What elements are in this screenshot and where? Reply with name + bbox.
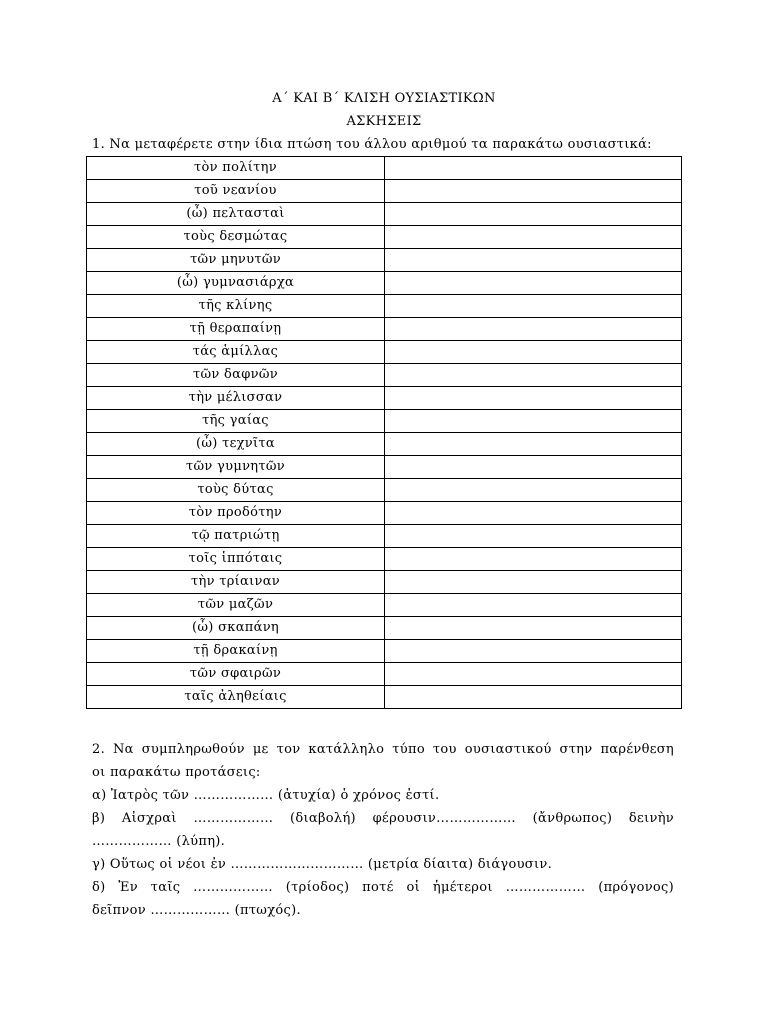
exercise2-instruction-line2: οι παρακάτω προτάσεις: xyxy=(92,765,261,780)
answer-cell[interactable] xyxy=(385,226,682,249)
answer-cell[interactable] xyxy=(385,617,682,640)
page-title: Α΄ ΚΑΙ Β΄ ΚΛΙΣΗ ΟΥΣΙΑΣΤΙΚΩΝ xyxy=(272,91,496,106)
word-cell: τὴν μέλισσαν xyxy=(87,387,385,410)
table-row xyxy=(87,157,682,180)
table-row xyxy=(87,226,682,249)
word-cell: τῶν σφαιρῶν xyxy=(87,663,385,686)
table-row xyxy=(87,594,682,617)
word-cell: τὸν πολίτην xyxy=(87,157,385,180)
table-row xyxy=(87,249,682,272)
table-row xyxy=(87,433,682,456)
word-cell: τοὺς δύτας xyxy=(87,479,385,502)
sentence-d-line2: δεῖπνον ……………… (πτωχός). xyxy=(92,903,301,918)
answer-cell[interactable] xyxy=(385,548,682,571)
answer-cell[interactable] xyxy=(385,456,682,479)
exercise2 xyxy=(92,738,674,922)
answer-cell[interactable] xyxy=(385,502,682,525)
word-cell: τὸν προδότην xyxy=(87,502,385,525)
exercise1-table-body xyxy=(87,157,682,709)
sentence-a: α) Ἰατρὸς τῶν ……………… (ἀτυχία) ὁ χρόνος ἐστί. xyxy=(92,788,440,803)
answer-cell[interactable] xyxy=(385,157,682,180)
word-cell: τῆς γαίας xyxy=(87,410,385,433)
page-subtitle: ΑΣΚΗΣΕΙΣ xyxy=(346,114,422,129)
table-row xyxy=(87,180,682,203)
word-cell: τῶν γυμνητῶν xyxy=(87,456,385,479)
answer-cell[interactable] xyxy=(385,479,682,502)
word-cell: τῶν δαφνῶν xyxy=(87,364,385,387)
word-cell: (ὦ) τεχνῖτα xyxy=(87,433,385,456)
word-cell: τὴν τρίαιναν xyxy=(87,571,385,594)
table-row xyxy=(87,640,682,663)
answer-cell[interactable] xyxy=(385,295,682,318)
word-cell: τῆς κλίνης xyxy=(87,295,385,318)
sentence-b-line2: ……………… (λύπη). xyxy=(92,834,226,849)
word-cell: τοὺς δεσμώτας xyxy=(87,226,385,249)
answer-cell[interactable] xyxy=(385,686,682,709)
word-cell: ταῖς ἀληθείαις xyxy=(87,686,385,709)
word-cell: τῇ δρακαίνῃ xyxy=(87,640,385,663)
table-row xyxy=(87,203,682,226)
table-row xyxy=(87,571,682,594)
answer-cell[interactable] xyxy=(385,663,682,686)
exercise2-instruction-line1: 2. Να συμπληρωθούν με τον κατάλληλο τύπο του ουσιαστικού στην παρένθεση xyxy=(92,742,674,757)
answer-cell[interactable] xyxy=(385,640,682,663)
answer-cell[interactable] xyxy=(385,525,682,548)
word-cell: τῶν μηνυτῶν xyxy=(87,249,385,272)
table-row xyxy=(87,617,682,640)
answer-cell[interactable] xyxy=(385,364,682,387)
answer-cell[interactable] xyxy=(385,318,682,341)
word-cell: τῶν μαζῶν xyxy=(87,594,385,617)
answer-cell[interactable] xyxy=(385,249,682,272)
table-row xyxy=(87,341,682,364)
table-row xyxy=(87,318,682,341)
word-cell: τῇ θεραπαίνῃ xyxy=(87,318,385,341)
table-row xyxy=(87,295,682,318)
table-row xyxy=(87,686,682,709)
answer-cell[interactable] xyxy=(385,341,682,364)
exercise1-table xyxy=(86,156,682,709)
answer-cell[interactable] xyxy=(385,180,682,203)
table-row xyxy=(87,364,682,387)
sentence-c: γ) Οὕτως οἱ νέοι ἐν ………………………… (μετρία δίαιτα) διάγουσιν. xyxy=(92,857,553,872)
answer-cell[interactable] xyxy=(385,410,682,433)
table-row xyxy=(87,663,682,686)
word-cell: (ὦ) σκαπάνη xyxy=(87,617,385,640)
word-cell: τοῦ νεανίου xyxy=(87,180,385,203)
word-cell: τῷ πατριώτῃ xyxy=(87,525,385,548)
table-row xyxy=(87,548,682,571)
word-cell: τοῖς ἱππόταις xyxy=(87,548,385,571)
answer-cell[interactable] xyxy=(385,203,682,226)
sentence-b-line1: β) Αἰσχραὶ ……………… (διαβολή) φέρουσιν……………… (ἄνθρωπος) δεινὴν xyxy=(92,811,674,826)
word-cell: τάς ἁμίλλας xyxy=(87,341,385,364)
table-row xyxy=(87,502,682,525)
answer-cell[interactable] xyxy=(385,387,682,410)
answer-cell[interactable] xyxy=(385,433,682,456)
word-cell: (ὦ) γυμνασιάρχα xyxy=(87,272,385,295)
table-row xyxy=(87,410,682,433)
table-row xyxy=(87,387,682,410)
table-row xyxy=(87,479,682,502)
table-row xyxy=(87,525,682,548)
exercise1-instruction: 1. Να μεταφέρετε στην ίδια πτώση του άλλου αριθμού τα παρακάτω ουσιαστικά: xyxy=(92,137,652,152)
table-row xyxy=(87,456,682,479)
sentence-d-line1: δ) Ἐν ταῖς ……………… (τρίοδος) ποτέ οἱ ἡμέτεροι ……………… (πρόγονος) xyxy=(92,880,674,895)
word-cell: (ὦ) πελτασταὶ xyxy=(87,203,385,226)
table-row xyxy=(87,272,682,295)
answer-cell[interactable] xyxy=(385,594,682,617)
answer-cell[interactable] xyxy=(385,571,682,594)
answer-cell[interactable] xyxy=(385,272,682,295)
